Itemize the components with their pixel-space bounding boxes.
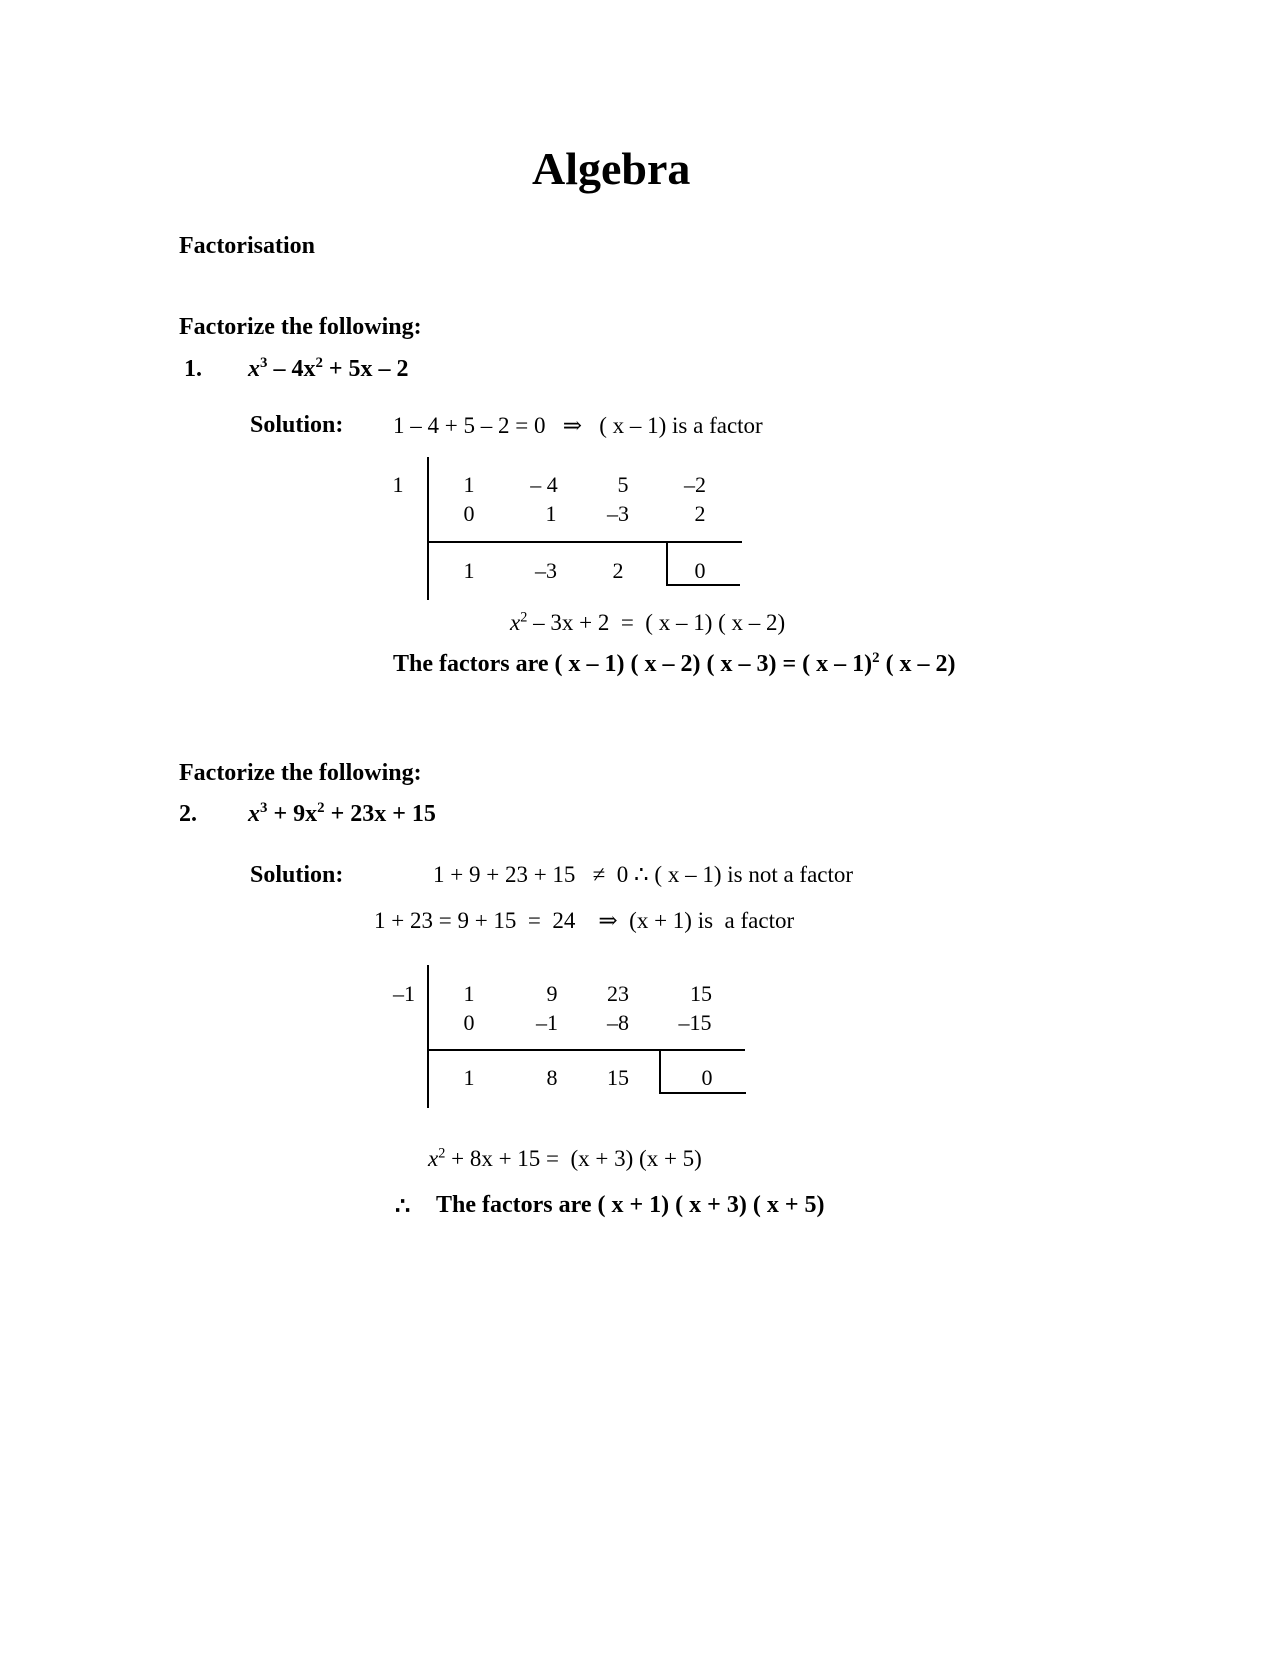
division-divisor: 1	[392, 472, 404, 497]
solution-label-1: Solution:	[250, 412, 344, 438]
product-cell: 2	[694, 501, 706, 526]
result-cell: –3	[535, 558, 557, 583]
quadratic-factorisation-2: $x^2 + 8x + 15 = (x + 3) (x + 5)$	[428, 1145, 702, 1171]
product-cell: 0	[463, 501, 475, 526]
remainder-cell: 0	[694, 558, 706, 583]
instruction-2: Factorize the following:	[179, 760, 422, 786]
result-cell: 1	[463, 1065, 475, 1090]
division-divisor: –1	[393, 981, 415, 1006]
coefficient-cell: – 4	[530, 472, 558, 497]
instruction-1: Factorize the following:	[179, 314, 422, 340]
remainder-box-bottom	[666, 584, 740, 586]
division-vertical-line	[427, 965, 429, 1108]
coefficient-cell: 15	[690, 981, 712, 1006]
remainder-box-bottom	[659, 1092, 746, 1094]
remainder-cell: 0	[701, 1065, 713, 1090]
remainder-box-left	[659, 1051, 661, 1093]
coefficient-cell: 5	[617, 472, 629, 497]
coefficient-cell: 9	[546, 981, 558, 1006]
division-horizontal-line	[427, 541, 742, 543]
result-cell: 15	[607, 1065, 629, 1090]
product-cell: –15	[678, 1010, 712, 1035]
product-cell: 0	[463, 1010, 475, 1035]
problem-expression-1: $x^3 - 4x^2 + 5x - 2$	[248, 355, 409, 382]
page-title: Algebra	[532, 143, 691, 194]
therefore-symbol: ∴	[395, 1194, 411, 1220]
answer-1: The factors are ( x – 1) ( x – 2) ( x – 3) = ( x – 1)$^2$ ( x – 2)	[393, 650, 956, 677]
factor-check-2a: 1 + 9 + 23 + 15 ≠ 0 ∴ ( x – 1) is not a factor	[433, 862, 854, 887]
coefficient-cell: 1	[463, 981, 475, 1006]
result-cell: 2	[612, 558, 624, 583]
result-cell: 1	[463, 558, 475, 583]
problem-number-1: 1.	[184, 356, 202, 382]
solution-label-2: Solution:	[250, 862, 344, 888]
product-cell: –3	[607, 501, 629, 526]
problem-expression-2: $x^3 + 9x^2 + 23x + 15$	[248, 800, 436, 827]
division-vertical-line	[427, 457, 429, 600]
quadratic-factorisation-1: $x^2 - 3x + 2$ = ( x – 1) ( x – 2)	[510, 609, 786, 635]
problem-number-2: 2.	[179, 801, 197, 827]
result-cell: 8	[546, 1065, 558, 1090]
product-cell: 1	[545, 501, 557, 526]
division-horizontal-line	[427, 1049, 745, 1051]
coefficient-cell: 1	[463, 472, 475, 497]
section-heading: Factorisation	[179, 233, 315, 259]
factor-check-1: 1 – 4 + 5 – 2 = 0 ⇒ ( x – 1) is a factor	[393, 413, 763, 438]
coefficient-cell: –2	[684, 472, 706, 497]
factor-check-2b: 1 + 23 = 9 + 15 = 24 ⇒ (x + 1) is a factor	[374, 908, 795, 933]
product-cell: –8	[607, 1010, 629, 1035]
coefficient-cell: 23	[607, 981, 629, 1006]
answer-2: The factors are ( x + 1) ( x + 3) ( x + 5)	[436, 1192, 825, 1218]
product-cell: –1	[536, 1010, 558, 1035]
